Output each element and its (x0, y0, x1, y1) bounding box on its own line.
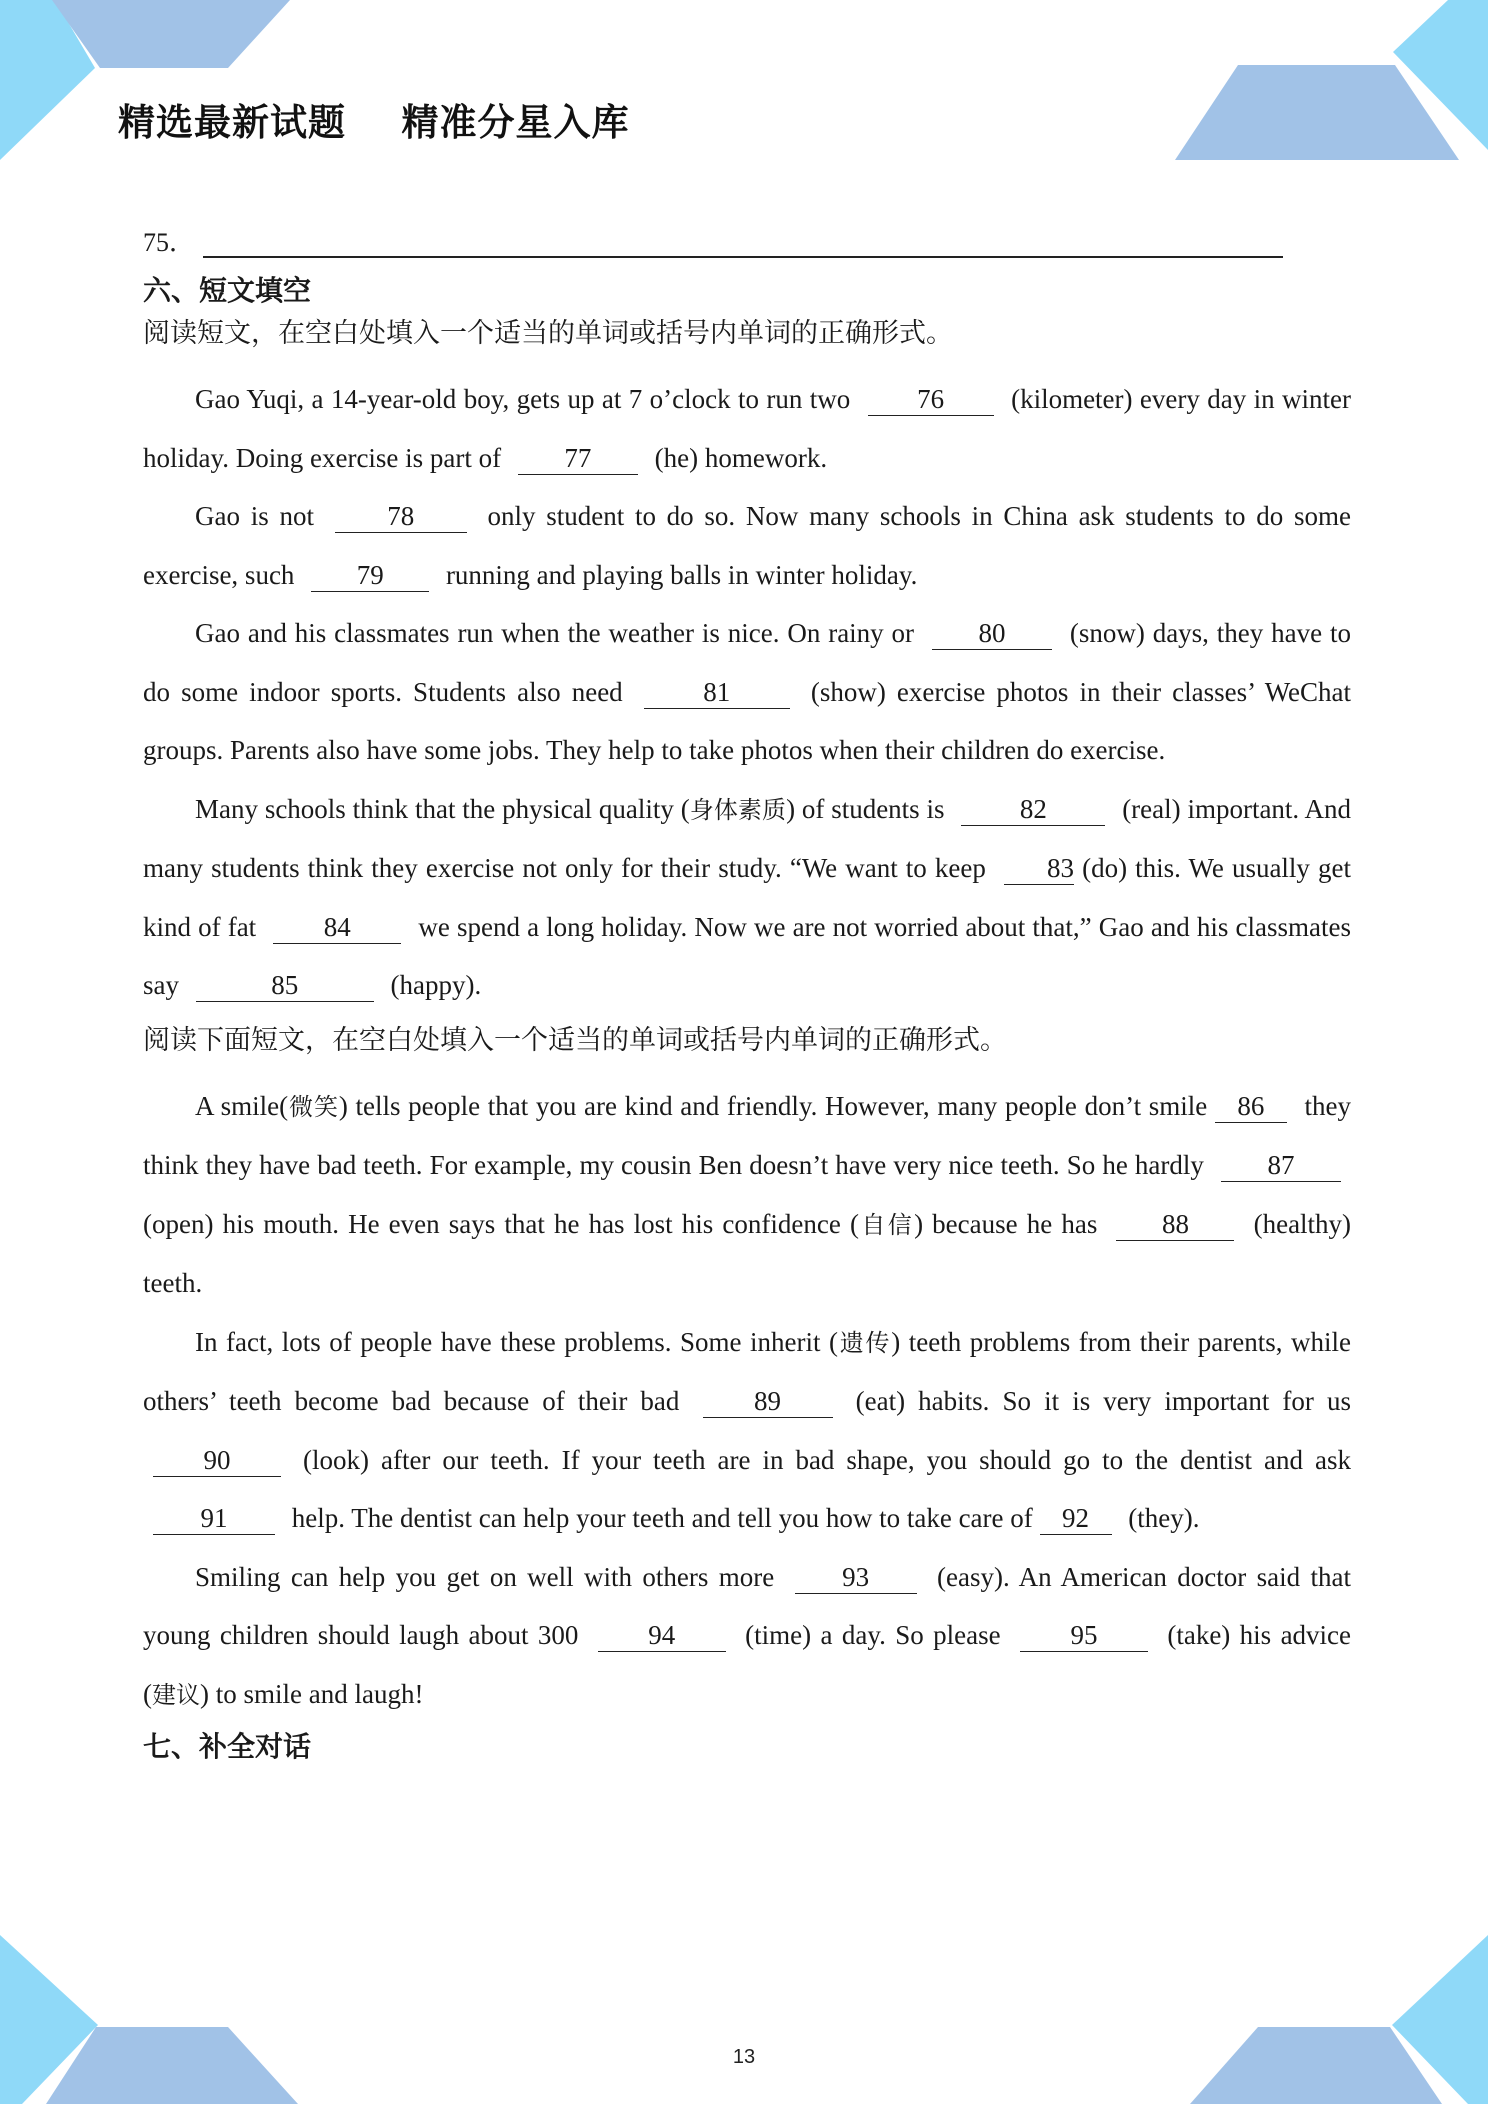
text: ) teeth problems from their parents, while others’ teeth become bad because of their bad (143, 1326, 1351, 1416)
paragraph (143, 370, 1351, 487)
text: (real) important. And many students think they exercise not only for their study. “We want to keep (143, 793, 1352, 883)
blank-88: 88 (1116, 1208, 1234, 1241)
text: (time) a day. So please (745, 1620, 1001, 1650)
text: (easy). An American doctor said that young children should laugh about 300 (143, 1561, 1351, 1650)
text: ) tells people that you are kind and friendly. However, many people don’t smile (338, 1090, 1208, 1121)
blank-85: 85 (196, 969, 374, 1002)
section-title: 六、短文填空 (143, 274, 312, 307)
instruction: 阅读短文，在空白处填入一个适当的单词或括号内单词的正确形式。 (143, 318, 953, 349)
text: (healthy) teeth. (143, 1208, 1352, 1298)
blank-76: 76 (868, 383, 994, 416)
paragraph (143, 780, 1351, 1015)
text: A smile( (195, 1090, 289, 1121)
blank-81: 81 (644, 676, 790, 709)
text: (snow) days, they have to do some indoor sports. Students also need (143, 618, 1352, 707)
blank-92: 92 (1040, 1502, 1112, 1535)
blank-89: 89 (703, 1385, 833, 1418)
blank-77: 77 (518, 442, 638, 475)
blank-90: 90 (153, 1444, 281, 1477)
blank-91: 91 (153, 1502, 275, 1535)
section-title: 七、补全对话 (143, 1730, 312, 1763)
chinese-gloss: 身体素质 (689, 795, 787, 824)
paragraph (143, 1548, 1351, 1725)
blank-87: 87 (1221, 1149, 1341, 1182)
top-right-trapezoid (1175, 65, 1459, 160)
text: Gao is not (195, 501, 314, 531)
instruction: 阅读下面短文，在空白处填入一个适当的单词或括号内单词的正确形式。 (143, 1024, 1007, 1056)
text: Smiling can help you get on well with others more (195, 1561, 775, 1592)
text: we spend a long holiday. Now we are not worried about that,” Gao and his classmates say (143, 911, 1351, 1000)
chinese-gloss: 微笑 (288, 1092, 339, 1121)
text: help. The dentist can help your teeth and tell you how to take care of (291, 1503, 1033, 1533)
text: (eat) habits. So it is very important for us (855, 1386, 1352, 1416)
paragraph (143, 1077, 1351, 1313)
answer-line-75 (143, 222, 1351, 270)
blank-95: 95 (1020, 1619, 1148, 1652)
paragraph (143, 604, 1351, 780)
paragraph (143, 487, 1351, 604)
text: ) because he has (914, 1208, 1098, 1239)
chinese-gloss: 遗传 (837, 1328, 892, 1357)
paragraph (143, 1313, 1351, 1548)
blank-80: 80 (932, 617, 1052, 650)
text: (open) his mouth. He even says that he has lost his confidence ( (143, 1208, 859, 1239)
chinese-gloss: 建议 (152, 1680, 200, 1709)
text: ) to smile and laugh! (200, 1678, 424, 1709)
blank-82: 82 (961, 793, 1105, 826)
chinese-gloss: 自信 (858, 1210, 915, 1239)
text: Gao Yuqi, a 14-year-old boy, gets up at 7 o’clock to run two (195, 384, 851, 414)
text: (they). (1128, 1503, 1200, 1533)
text: In fact, lots of people have these problems. Some inherit ( (195, 1326, 838, 1357)
text: (he) homework. (654, 442, 828, 473)
text: only student to do so. Now many schools in China ask students to do some exercise, such (143, 501, 1352, 590)
blank-79: 79 (311, 559, 429, 592)
answer-rule (203, 222, 1283, 258)
blank-93: 93 (795, 1561, 917, 1594)
blank-86: 86 (1215, 1090, 1287, 1123)
text: they think they have bad teeth. For example, my cousin Ben doesn’t have very nice teeth. So he hardly (143, 1090, 1352, 1180)
page-number: 13 (732, 2046, 756, 2068)
blank-94: 94 (598, 1619, 726, 1652)
page-content (143, 222, 1351, 1768)
text: (happy). (390, 970, 482, 1000)
text: Gao and his classmates run when the weather is nice. On rainy or (195, 618, 915, 648)
text: ) of students is (786, 793, 945, 824)
blank-83: 83 (1004, 852, 1074, 885)
text: running and playing balls in winter holiday. (445, 559, 918, 590)
blank-84: 84 (273, 911, 401, 944)
text: (do) this. We usually get kind of fat (143, 853, 1352, 942)
text: (show) exercise photos in their classes’ WeChat groups. Parents also have some jobs. They help to take photos when their children do exercise. (143, 676, 1351, 765)
text: (kilometer) every day in winter holiday. Doing exercise is part of (143, 384, 1352, 473)
item-number: 75． (143, 228, 196, 257)
text: (look) after our teeth. If your teeth are in bad shape, you should go to the dentist and ask (303, 1444, 1352, 1475)
text: (take) his advice ( (143, 1620, 1352, 1709)
blank-78: 78 (335, 500, 467, 533)
header-title: 精选最新试题 精准分星入库 (118, 101, 630, 144)
text: Many schools think that the physical quality ( (195, 793, 690, 824)
